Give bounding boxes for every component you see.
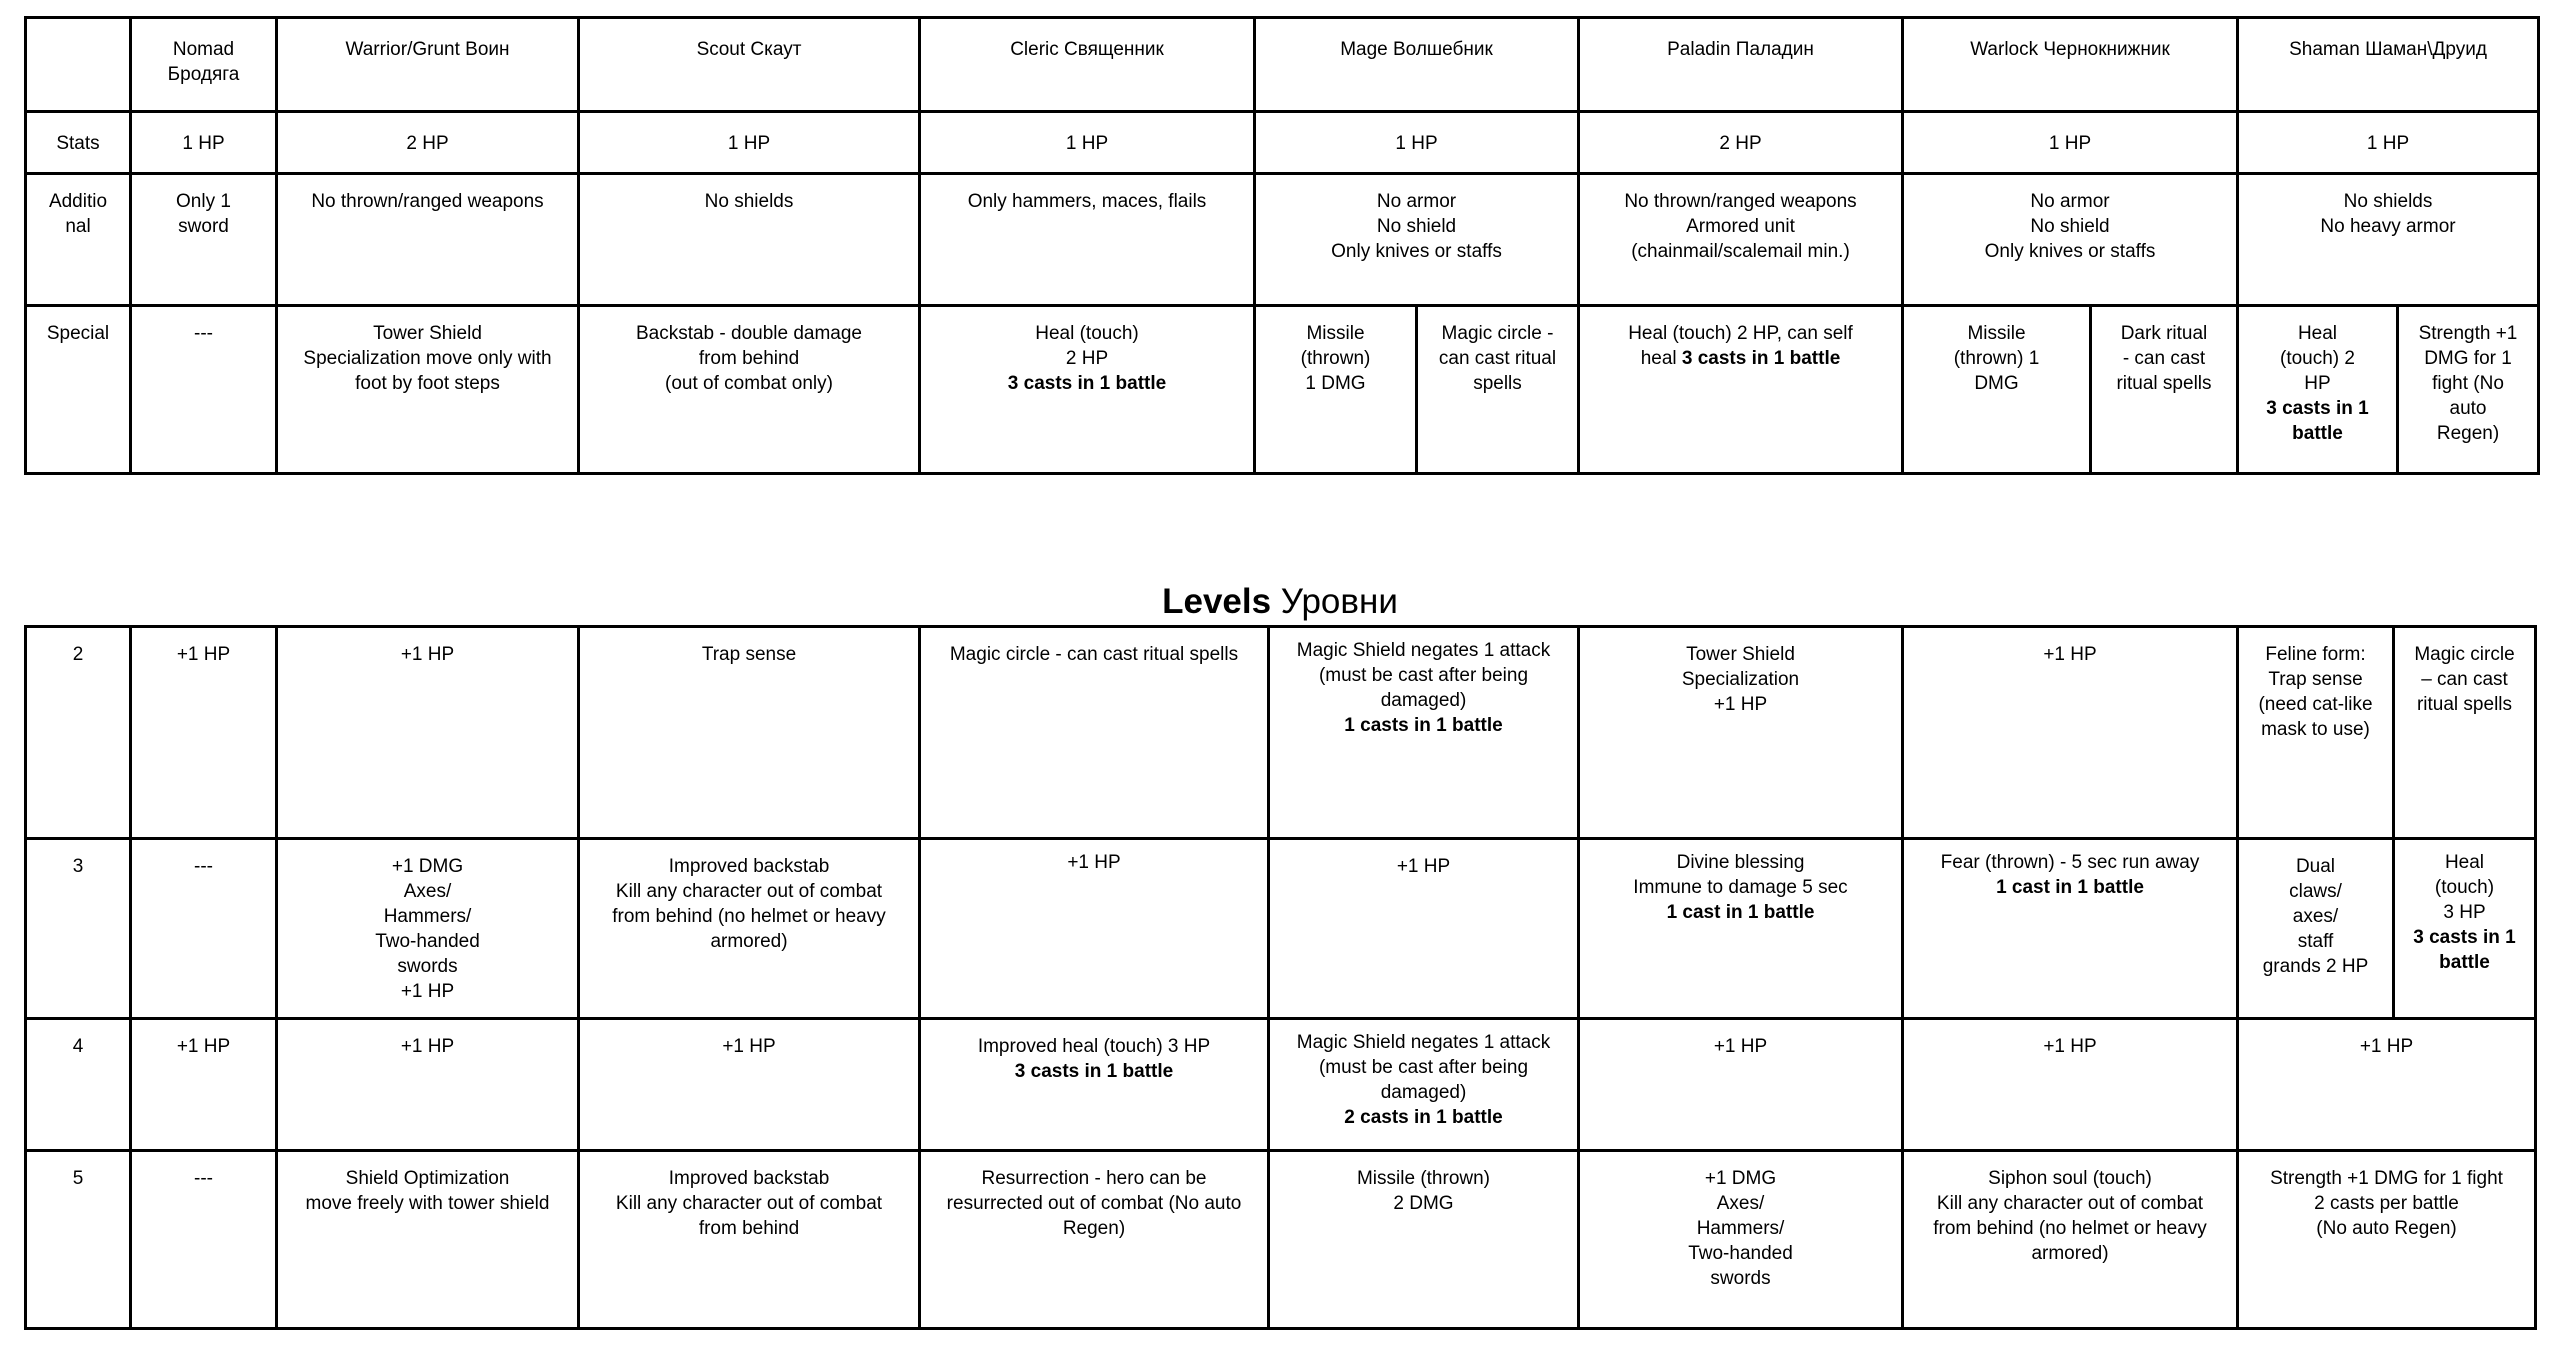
level-4-warrior: +1 HP (277, 1019, 579, 1151)
level-2-shaman-circle: Magic circle – can cast ritual spells (2394, 627, 2536, 839)
level-4-warlock: +1 HP (1903, 1019, 2238, 1151)
level-3-shaman-heal (2394, 839, 2536, 1019)
level-4-paladin: +1 HP (1579, 1019, 1903, 1151)
special-shaman-strength: Strength +1 DMG for 1 fight (No auto Regen) (2398, 306, 2539, 474)
level-3-paladin (1579, 839, 1903, 1019)
header-cleric: Cleric Священник (920, 18, 1255, 112)
level-4-mage-text: Magic Shield negates 1 attack (must be cast after being damaged) (1296, 1032, 1551, 1103)
level-4-row (26, 1019, 2536, 1151)
level-4-label: 4 (26, 1019, 131, 1151)
level-5-row (26, 1151, 2536, 1329)
level-3-shaman-heal-casts: 3 casts in 1 battle (2413, 927, 2516, 973)
stats-scout: 1 HP (579, 112, 920, 174)
level-2-cleric: Magic circle - can cast ritual spells (920, 627, 1269, 839)
level-3-warrior: +1 DMG Axes/ Hammers/ Two-handed swords +1 HP (277, 839, 579, 1019)
additional-scout: No shields (579, 174, 920, 306)
levels-table (24, 625, 2537, 1330)
header-empty-cell (26, 18, 131, 112)
stats-warlock: 1 HP (1903, 112, 2238, 174)
levels-heading-rest: Уровни (1271, 582, 1398, 621)
level-4-cleric (920, 1019, 1269, 1151)
level-5-paladin: +1 DMG Axes/ Hammers/ Two-handed swords (1579, 1151, 1903, 1329)
additional-paladin: No thrown/ranged weapons Armored unit (chainmail/scalemail min.) (1579, 174, 1903, 306)
level-2-warrior: +1 HP (277, 627, 579, 839)
additional-mage: No armor No shield Only knives or staffs (1255, 174, 1579, 306)
level-5-scout: Improved backstab Kill any character out of combat from behind (579, 1151, 920, 1329)
header-warrior: Warrior/Grunt Воин (277, 18, 579, 112)
stats-cleric: 1 HP (920, 112, 1255, 174)
level-3-label: 3 (26, 839, 131, 1019)
stats-row (26, 112, 2539, 174)
stats-mage: 1 HP (1255, 112, 1579, 174)
additional-nomad: Only 1 sword (131, 174, 277, 306)
level-3-warlock (1903, 839, 2238, 1019)
special-warlock-ritual: Dark ritual - can cast ritual spells (2091, 306, 2238, 474)
level-2-nomad: +1 HP (131, 627, 277, 839)
level-3-row (26, 839, 2536, 1019)
stats-nomad: 1 HP (131, 112, 277, 174)
level-5-warrior: Shield Optimization move freely with tower shield (277, 1151, 579, 1329)
special-scout: Backstab - double damage from behind (out of combat only) (579, 306, 920, 474)
header-scout: Scout Скаут (579, 18, 920, 112)
level-4-mage (1269, 1019, 1579, 1151)
level-2-mage-text: Magic Shield negates 1 attack (must be cast after being damaged) (1296, 640, 1551, 711)
level-2-mage-casts: 1 casts in 1 battle (1344, 715, 1503, 736)
level-5-label: 5 (26, 1151, 131, 1329)
header-nomad: Nomad Бродяга (131, 18, 277, 112)
level-2-warlock: +1 HP (1903, 627, 2238, 839)
level-3-scout: Improved backstab Kill any character out of combat from behind (no helmet or heavy armored) (579, 839, 920, 1019)
level-5-nomad: --- (131, 1151, 277, 1329)
level-3-warlock-casts: 1 cast in 1 battle (1996, 877, 2144, 898)
level-5-cleric: Resurrection - hero can be resurrected out of combat (No auto Regen) (920, 1151, 1269, 1329)
level-4-cleric-casts: 3 casts in 1 battle (1014, 1061, 1174, 1082)
level-5-shaman: Strength +1 DMG for 1 fight 2 casts per battle (No auto Regen) (2238, 1151, 2536, 1329)
special-cleric (920, 306, 1255, 474)
level-4-shaman: +1 HP (2238, 1019, 2536, 1151)
level-3-nomad: --- (131, 839, 277, 1019)
special-cleric-casts: 3 casts in 1 battle (1007, 373, 1167, 394)
special-mage-circle: Magic circle - can cast ritual spells (1417, 306, 1579, 474)
special-warlock-missile: Missile (thrown) 1 DMG (1903, 306, 2091, 474)
classes-table (24, 16, 2540, 475)
stats-warrior: 2 HP (277, 112, 579, 174)
additional-cleric: Only hammers, maces, flails (920, 174, 1255, 306)
special-label: Special (26, 306, 131, 474)
level-3-shaman-claws: Dual claws/ axes/ staff grands 2 HP (2238, 839, 2394, 1019)
level-4-scout: +1 HP (579, 1019, 920, 1151)
level-4-mage-casts: 2 casts in 1 battle (1344, 1107, 1503, 1128)
stats-paladin: 2 HP (1579, 112, 1903, 174)
header-paladin: Paladin Паладин (1579, 18, 1903, 112)
level-3-shaman-heal-text: Heal (touch) 3 HP (2434, 852, 2495, 923)
level-4-cleric-text: Improved heal (touch) 3 HP (977, 1036, 1211, 1057)
header-shaman: Shaman Шаман\Друид (2238, 18, 2539, 112)
levels-heading (0, 576, 2560, 628)
level-5-mage: Missile (thrown) 2 DMG (1269, 1151, 1579, 1329)
level-3-paladin-text: Divine blessing Immune to damage 5 sec (1633, 852, 1848, 898)
special-paladin-text: Heal (touch) 2 HP, can self heal (1628, 323, 1853, 369)
special-warrior: Tower Shield Specialization move only with foot by foot steps (277, 306, 579, 474)
special-shaman-heal-casts: 3 casts in 1 battle (2266, 398, 2369, 444)
classes-header-row (26, 18, 2539, 112)
level-2-row (26, 627, 2536, 839)
level-4-nomad: +1 HP (131, 1019, 277, 1151)
additional-label: Additio nal (26, 174, 131, 306)
level-3-warlock-text: Fear (thrown) - 5 sec run away (1940, 852, 2200, 873)
header-mage: Mage Волшебник (1255, 18, 1579, 112)
additional-row (26, 174, 2539, 306)
level-2-paladin: Tower Shield Specialization +1 HP (1579, 627, 1903, 839)
special-paladin-casts: 3 casts in 1 battle (1681, 348, 1841, 369)
level-5-warlock: Siphon soul (touch) Kill any character out of combat from behind (no helmet or heavy armored) (1903, 1151, 2238, 1329)
stats-shaman: 1 HP (2238, 112, 2539, 174)
level-2-label: 2 (26, 627, 131, 839)
special-mage-missile: Missile (thrown) 1 DMG (1255, 306, 1417, 474)
special-cleric-text: Heal (touch) 2 HP (1035, 323, 1139, 369)
level-3-paladin-casts: 1 cast in 1 battle (1666, 902, 1815, 923)
levels-heading-bold: Levels (1162, 582, 1272, 621)
level-3-mage: +1 HP (1269, 839, 1579, 1019)
additional-shaman: No shields No heavy armor (2238, 174, 2539, 306)
level-2-mage (1269, 627, 1579, 839)
level-2-scout: Trap sense (579, 627, 920, 839)
additional-warlock: No armor No shield Only knives or staffs (1903, 174, 2238, 306)
special-shaman-heal-text: Heal (touch) 2 HP (2280, 323, 2355, 394)
header-warlock: Warlock Чернокнижник (1903, 18, 2238, 112)
additional-warrior: No thrown/ranged weapons (277, 174, 579, 306)
special-nomad: --- (131, 306, 277, 474)
level-3-cleric: +1 HP (920, 839, 1269, 1019)
special-shaman-heal (2238, 306, 2398, 474)
special-paladin (1579, 306, 1903, 474)
special-row (26, 306, 2539, 474)
stats-label: Stats (26, 112, 131, 174)
level-2-shaman-feline: Feline form: Trap sense (need cat-like mask to use) (2238, 627, 2394, 839)
